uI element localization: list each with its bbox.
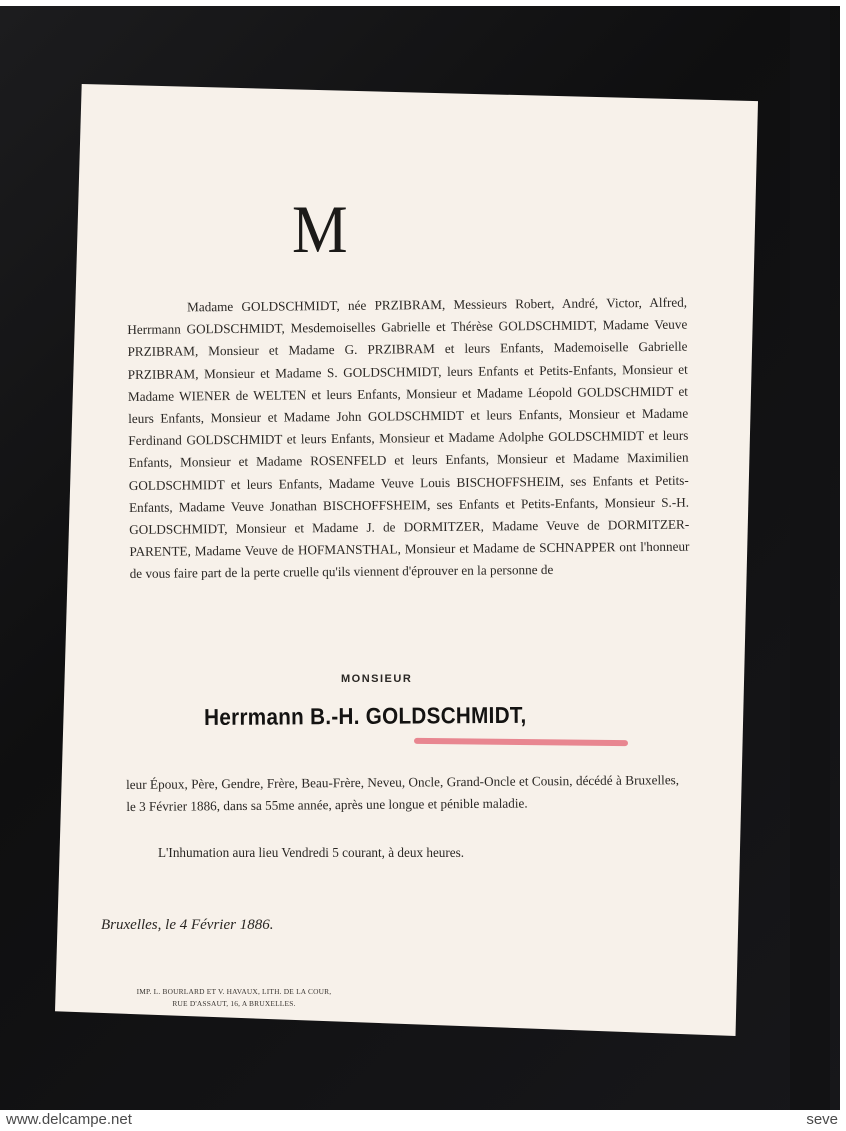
place-and-date: Bruxelles, le 4 Février 1886. [101, 917, 274, 933]
inhumation-notice: L'Inhumation aura lieu Vendredi 5 courant, à deux heures. [158, 845, 465, 860]
initial-letter: M [292, 191, 348, 267]
printer-line-2: RUE D'ASSAUT, 16, A BRUXELLES. [172, 998, 296, 1008]
watermark-right: seve [806, 1111, 838, 1128]
announcement-paragraph: Madame GOLDSCHMIDT, née PRZIBRAM, Messieurs Robert, André, Victor, Alfred, Herrmann GOLDSCHMIDT, Mesdemoiselles Gabrielle et Thérèse GOLDSCHMIDT, Madame Veuve PRZIBRAM, Monsieur et Madame G. PRZIBRAM et leurs Enfants, Mademoiselle Gabrielle PRZIBRAM, Monsieur et Madame S. GOLDSCHMIDT, leurs Enfants et Petits-Enfants, Monsieur et Madame WIENER de WELTEN et leurs Enfants, Monsieur et Madame Léopold GOLDSCHMIDT et leurs Enfants, Monsieur et Madame John GOLDSCHMIDT et leurs Enfants, Monsieur et Madame Ferdinand GOLDSCHMIDT et leurs Enfants, Monsieur et Madame Adolphe GOLDSCHMIDT et leurs Enfants, Monsieur et Madame ROSENFELD et leurs Enfants, Monsieur et Madame Maximilien GOLDSCHMIDT et leurs Enfants, Madame Veuve Louis BISCHOFFSHEIM, ses Enfants et Petits-Enfants, Madame Veuve Jonathan BISCHOFFSHEIM, ses Enfants et Petits-Enfants, Monsieur S.-H. GOLDSCHMIDT, Monsieur et Madame J. de DORMITZER, Madame Veuve de DORMITZER-PARENTE, Madame Veuve de HOFMANSTHAL, Monsieur et Madame de SCHNAPPER ont l'honneur de vous faire part de la perte cruelle qu'ils viennent d'éprouver en la personne de [127, 294, 690, 582]
watermark-left: www.delcampe.net [6, 1111, 132, 1128]
deceased-name: Herrmann B.-H. GOLDSCHMIDT, [204, 701, 527, 730]
printer-line-1: IMP. L. BOURLARD ET V. HAVAUX, LITH. DE LA COUR, [136, 987, 332, 996]
mount-right-edge [790, 6, 830, 1110]
printer-imprint [104, 986, 364, 1009]
honorific-title: MONSIEUR [341, 673, 413, 685]
relation-paragraph: leur Époux, Père, Gendre, Frère, Beau-Frère, Neveu, Oncle, Grand-Oncle et Cousin, décédé à Bruxelles, le 3 Février 1886, dans sa 55me année, après une longue et pénible maladie. [126, 772, 680, 814]
